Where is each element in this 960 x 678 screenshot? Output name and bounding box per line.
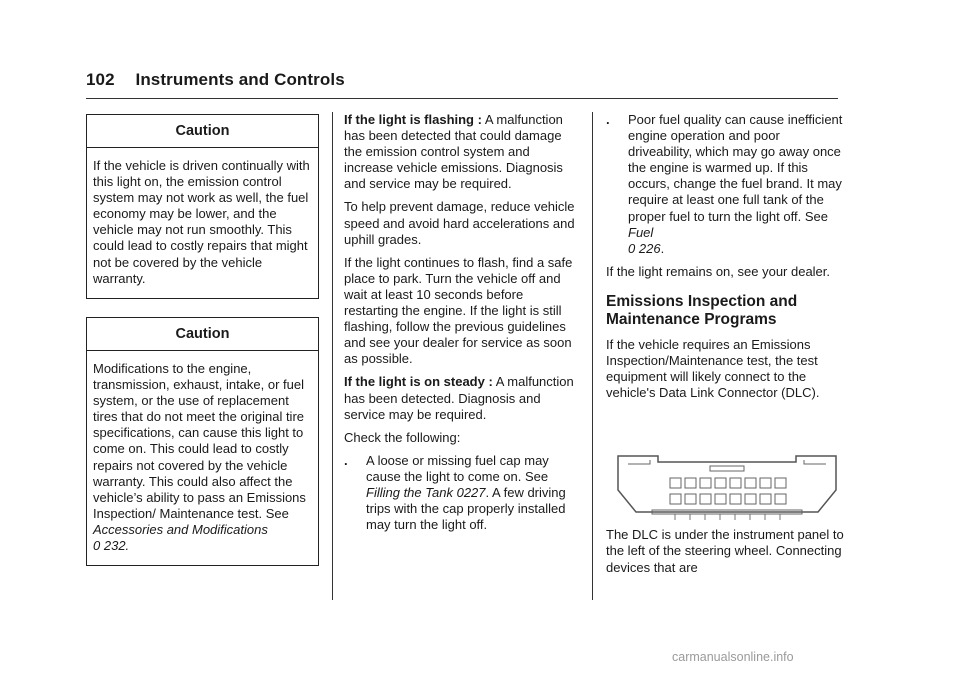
- bullet-tail: .: [660, 240, 665, 256]
- connector-pin: [670, 494, 681, 504]
- connector-pin: [775, 494, 786, 504]
- prevent-paragraph: To help prevent damage, reduce vehicle speed and avoid hard accelerations and uphill grades.: [344, 199, 575, 247]
- flashing-text: A malfunction has been detected that could damage the emission control system and increase vehicle emissions. Diagnosis and service may be required.: [344, 112, 563, 192]
- connector-pin: [685, 494, 696, 504]
- list-item: [344, 453, 576, 533]
- connector-pin: [745, 478, 756, 488]
- connector-pin: [745, 494, 756, 504]
- connector-pin: [700, 494, 711, 504]
- connector-pin: [775, 478, 786, 488]
- list-item: [606, 112, 846, 257]
- bullet-dot: .: [344, 452, 348, 468]
- fuel-ref-page[interactable]: 226: [638, 240, 661, 256]
- connector-pin: [715, 478, 726, 488]
- section-heading: Emissions Inspection and Maintenance Programs: [606, 292, 798, 328]
- remains-paragraph: If the light remains on, see your dealer.: [606, 263, 831, 279]
- steady-label: If the light is on steady :: [344, 374, 493, 390]
- flashing-label: If the light is flashing :: [344, 112, 482, 127]
- bullet-dot: .: [606, 112, 610, 127]
- caution-title: Caution: [87, 115, 318, 148]
- page-header: [86, 70, 345, 90]
- page-ref-symbol: 0: [93, 538, 101, 554]
- section-title: Instruments and Controls: [135, 70, 345, 89]
- column-divider: [592, 112, 593, 600]
- caution-ref-page[interactable]: 232.: [103, 538, 130, 554]
- requires-paragraph: If the vehicle requires an Emissions Inspection/Maintenance test, the test equipment will likely connect to the vehicle's Data Link Connector (DLC).: [606, 336, 820, 401]
- connector-pin: [730, 494, 741, 504]
- connector-pin: [760, 478, 771, 488]
- continues-paragraph: If the light continues to flash, find a safe place to park. Turn the vehicle off and wait at least 10 seconds before restarting the engine. If the light is still flashing, follow the previous guidelines and see your dealer for service as soon as possible.: [344, 254, 573, 367]
- connector-pin: [670, 478, 681, 488]
- dlc-paragraph: The DLC is under the instrument panel to the left of the steering wheel. Connecting devices that are: [606, 527, 844, 575]
- header-rule: [86, 98, 838, 99]
- connector-pin: [700, 478, 711, 488]
- page-ref-symbol: 0: [456, 484, 464, 500]
- caution-box-modifications: [86, 317, 319, 566]
- bullet-text: A loose or missing fuel cap may cause the light to come on. See: [366, 452, 549, 484]
- caution-body: If the vehicle is driven continually with this light on, the emission control system may not work as well, the fuel economy may be lower, and the vehicle may not run smoothly. This could lead to costly repairs that might not be covered by the vehicle warranty.: [93, 158, 310, 286]
- fuel-ref-link[interactable]: Fuel: [628, 224, 654, 240]
- connector-pin: [730, 478, 741, 488]
- steady-paragraph: [344, 374, 576, 422]
- bullet-tail: . A few driving trips with the cap properly installed may turn the light off.: [366, 484, 566, 533]
- filling-tank-ref-page[interactable]: 227: [463, 484, 486, 500]
- connector-pin: [760, 494, 771, 504]
- bullet-text: Poor fuel quality can cause inefficient engine operation and poor driveability, which may go away once the engine is warmed up. If this occurs, change the fuel brand. It may require at least one full tank of the proper fuel to turn the light off. See: [628, 112, 843, 224]
- dlc-connector-illustration: [612, 450, 842, 524]
- caution-text: Modifications to the engine, transmission, exhaust, intake, or fuel system, or the use of replacement tires that do not meet the original tire specifications, can cause this light to come on. This could lead to costly repairs not covered by the vehicle warranty. This could also affect the vehicle’s ability to pass an Emissions Inspection/ Maintenance test. See: [93, 361, 306, 521]
- caution-body: [87, 351, 318, 565]
- connector-pin: [685, 478, 696, 488]
- caution-title: Caution: [87, 318, 318, 351]
- steady-text: A malfunction has been detected. Diagnosis and service may be required.: [344, 374, 574, 422]
- column-middle: [344, 112, 576, 540]
- check-paragraph: Check the following:: [344, 429, 461, 445]
- page-ref-symbol: 0: [628, 240, 636, 256]
- watermark: carmanualsonline.info: [672, 650, 794, 664]
- column-divider: [332, 112, 333, 600]
- caution-box-warranty: [86, 114, 319, 299]
- caution-ref-link[interactable]: Accessories and Modifications: [93, 521, 268, 537]
- connector-pin: [715, 494, 726, 504]
- flashing-paragraph: [344, 112, 576, 192]
- page-number: 102: [86, 70, 115, 89]
- filling-tank-ref-link[interactable]: Filling the Tank: [366, 484, 453, 500]
